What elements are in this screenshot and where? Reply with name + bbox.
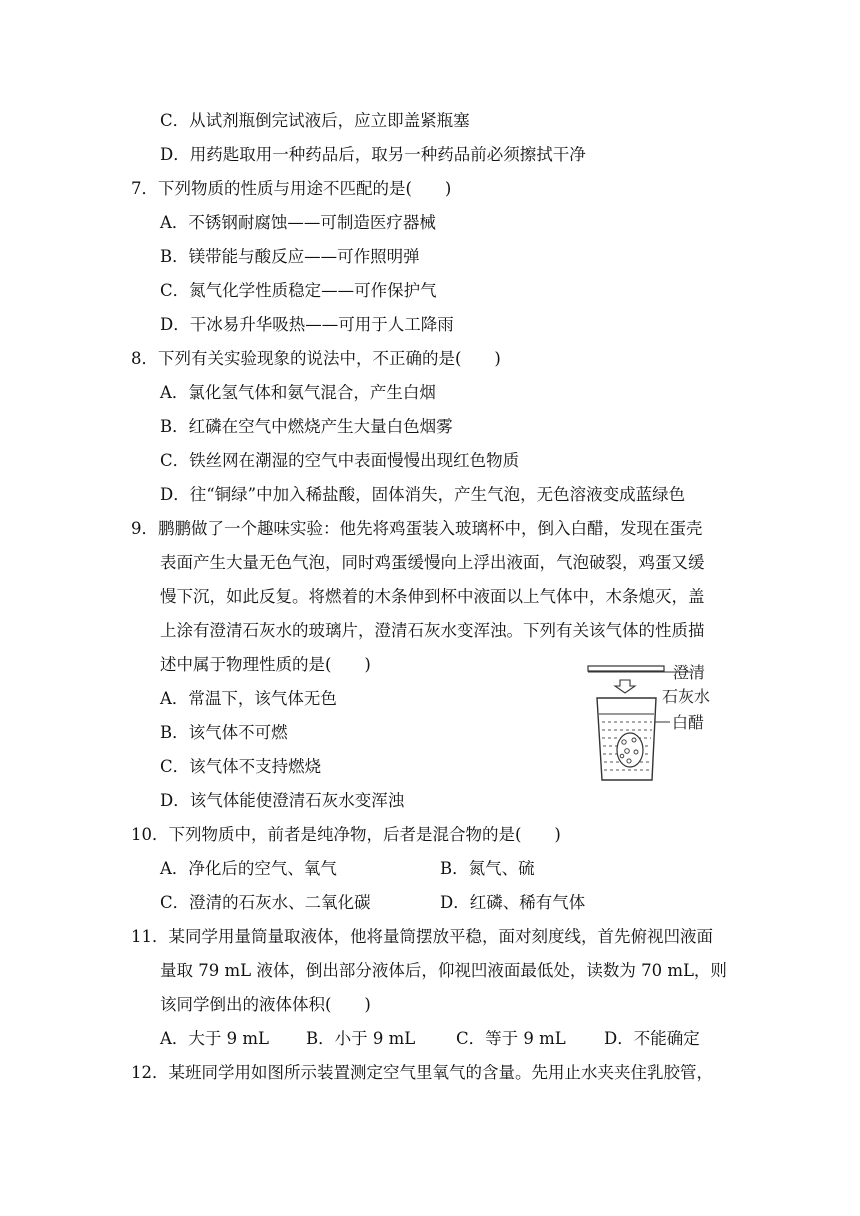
q9-option-d: D．该气体能使澄清石灰水变浑浊 — [160, 791, 405, 810]
question-10: 10．下列物质中，前者是纯净物，后者是混合物的是( ) — [131, 825, 561, 844]
q9-option-b: B．该气体不可燃 — [160, 723, 288, 742]
question-11-line-3: 该同学倒出的液体体积( ) — [160, 995, 371, 1014]
question-9-line-2: 表面产生大量无色气泡，同时鸡蛋缓慢向上浮出液面，气泡破裂，鸡蛋又缓 — [160, 553, 705, 572]
question-7: 7．下列物质的性质与用途不匹配的是( ) — [131, 179, 452, 198]
q11-option-d: D．不能确定 — [604, 1029, 700, 1048]
q9-option-a: A．常温下，该气体无色 — [160, 689, 337, 708]
label-limewater-1: 澄清 — [673, 664, 706, 682]
q11-option-a: A．大于 9 mL — [160, 1029, 270, 1048]
question-11-line-1: 11．某同学用量筒量取液体，他将量筒摆放平稳，面对刻度线，首先俯视凹液面 — [131, 927, 713, 946]
q8-option-b: B．红磷在空气中燃烧产生大量白色烟雾 — [160, 417, 453, 436]
q9-option-c: C．该气体不支持燃烧 — [160, 757, 322, 776]
egg-vinegar-experiment-figure — [584, 664, 734, 786]
q11-option-b: B．小于 9 mL — [306, 1029, 416, 1048]
q6-option-c: C．从试剂瓶倒完试液后，应立即盖紧瓶塞 — [160, 111, 470, 130]
q6-option-d: D．用药匙取用一种药品后，取另一种药品前必须擦拭干净 — [160, 145, 586, 164]
q7-option-d: D．干冰易升华吸热——可用于人工降雨 — [160, 315, 454, 334]
question-9-line-1: 9．鹏鹏做了一个趣味实验：他先将鸡蛋装入玻璃杯中，倒入白醋，发现在蛋壳 — [131, 519, 703, 538]
arrow-down-icon — [615, 680, 635, 693]
question-9-line-5: 述中属于物理性质的是( ) — [160, 655, 371, 674]
question-9-line-4: 上涂有澄清石灰水的玻璃片，澄清石灰水变浑浊。下列有关该气体的性质描 — [160, 621, 705, 640]
q7-option-b: B．镁带能与酸反应——可作照明弹 — [160, 247, 420, 266]
q7-option-c: C．氮气化学性质稳定——可作保护气 — [160, 281, 437, 300]
q7-option-a: A．不锈钢耐腐蚀——可制造医疗器械 — [160, 213, 436, 232]
label-vinegar: 白醋 — [672, 713, 705, 732]
q11-option-c: C．等于 9 mL — [456, 1029, 566, 1048]
label-limewater-2: 石灰水 — [662, 687, 711, 706]
q10-option-c: C．澄清的石灰水、二氧化碳 — [160, 893, 371, 912]
q8-option-c: C．铁丝网在潮湿的空气中表面慢慢出现红色物质 — [160, 451, 520, 470]
question-11-line-2: 量取 79 mL 液体，倒出部分液体后，仰视凹液面最低处，读数为 70 mL，则 — [160, 961, 727, 980]
q8-option-a: A．氯化氢气体和氨气混合，产生白烟 — [160, 383, 436, 402]
question-8: 8．下列有关实验现象的说法中，不正确的是( ) — [131, 349, 501, 368]
question-9-line-3: 慢下沉，如此反复。将燃着的木条伸到杯中液面以上气体中，木条熄灭，盖 — [160, 587, 705, 606]
q8-option-d: D．往“铜绿”中加入稀盐酸，固体消失，产生气泡，无色溶液变成蓝绿色 — [160, 485, 686, 504]
question-12-line-1: 12．某班同学用如图所示装置测定空气里氧气的含量。先用止水夹夹住乳胶管， — [131, 1063, 713, 1082]
q10-option-b: B．氮气、硫 — [440, 859, 535, 878]
q10-option-d: D．红磷、稀有气体 — [440, 893, 586, 912]
q10-option-a: A．净化后的空气、氧气 — [160, 859, 337, 878]
glass-plate — [588, 666, 664, 671]
